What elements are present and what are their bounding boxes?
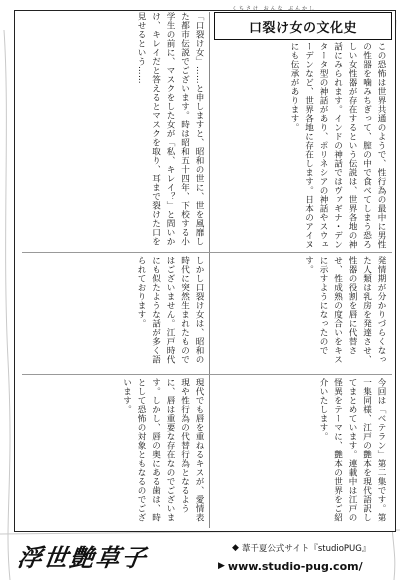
site-url-text[interactable]: www.studio-pug.com/ xyxy=(227,559,363,573)
site-url[interactable] xyxy=(218,558,394,574)
official-site-label: 葦千夏公式サイト『studioPUG』 xyxy=(241,544,371,554)
text-column-middle-left: しかし口裂け女は、昭和の時代に突然生まれたものではございません。江戸時代にも似たような話が多く語られております。 xyxy=(136,256,204,364)
text-column-middle-right: 発情期が分かりづらくなった人類は乳房を発達させ、性器の役割を唇に代替させ、性成熟の度合いをキスに示すようになったのです。 xyxy=(303,256,386,364)
title-ruby: くちさけ おんな ぶんかし xyxy=(232,6,317,12)
text-column-bottom-right: 今回は「ベテラン」第二集です。第一集同様、江戸の艶本を現代語訳してまとめています。連載中は江戸の怪異をテーマに、艶本の世界をご紹介いたします。 xyxy=(318,378,386,522)
arrow-icon: ▶ xyxy=(218,561,225,571)
page-title: 口裂け女の文化史 xyxy=(214,12,392,40)
text-column-bottom-left: 現代でも唇を重ねるキスが、愛情表現や性行為の代替行為となるように、唇は重要な存在なのでございます。しかし、唇の奥にある歯は、時として恐怖の対象ともなるのでございます。 xyxy=(121,378,204,522)
row-divider-top xyxy=(22,252,392,253)
official-site-credit xyxy=(232,541,394,555)
row-divider-bottom xyxy=(22,374,392,375)
text-column-top-right: この恐怖は世界共通のようで、性行為の最中に男性の性器を噛みちぎって、膣の中で食べてしまう恐ろしい女性器が存在するという伝説は、世界各地の神話にみられます。インドの神話ではヴァギナ・デンタータ型の神話があり、ポリネシアの神話やスウェーデンなど、世界各地に存在します。日本のアイヌにも伝承があります。 xyxy=(289,42,386,249)
text-column-top-left: 「口裂け女」……と申しますと、昭和の世に、世を風靡した都市伝説でございます。時は昭和五十四年、下校する小学生の前に、マスクをした女が「私、キレイ？」と問いかけ、キレイだと答えるとマスクを取り、耳まで裂けた口を見せるという…… xyxy=(136,12,204,246)
column-divider xyxy=(209,12,210,528)
bullet-icon: ◆ xyxy=(232,543,239,553)
series-logo: 浮世艶草子 xyxy=(15,542,150,572)
